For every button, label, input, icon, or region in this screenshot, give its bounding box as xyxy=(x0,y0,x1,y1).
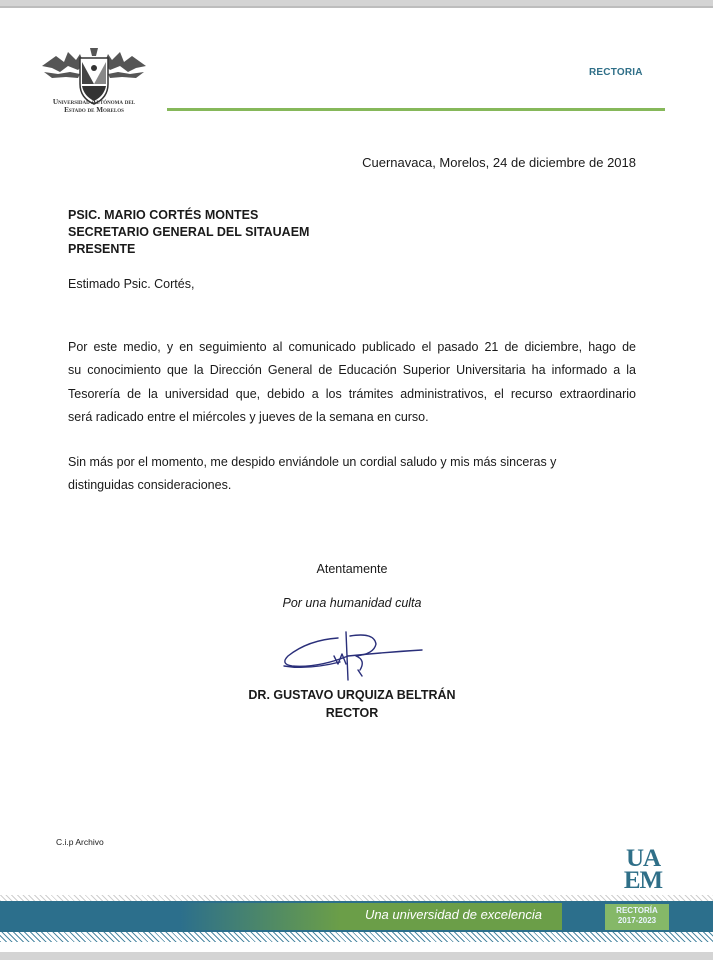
institution-name xyxy=(30,98,158,114)
footer-badge-line1: RECTORÍA xyxy=(616,906,658,915)
institution-name-line2: Estado de Morelos xyxy=(64,106,124,114)
motto: Por una humanidad culta xyxy=(282,596,422,610)
office-label: RECTORIA xyxy=(589,67,643,78)
closing: Atentamente xyxy=(316,562,388,576)
recipient-block xyxy=(68,207,309,258)
recipient-presente: PRESENTE xyxy=(68,242,136,256)
paragraph-line: Sin más por el momento, me despido enviándole un cordial saludo y mis más sinceras y xyxy=(68,455,557,469)
institution-name-line1: Universidad Autónoma del xyxy=(52,98,136,106)
uaem-logo-line2: EM xyxy=(623,867,663,894)
salutation: Estimado Psic. Cortés, xyxy=(68,277,195,291)
uaem-logo xyxy=(619,845,667,894)
body-paragraph-2 xyxy=(68,451,636,498)
paragraph-line: será radicado entre el miércoles y jueves de la semana en curso. xyxy=(68,409,429,424)
uaem-logo-line1: UA xyxy=(625,845,661,872)
body-paragraph-1 xyxy=(68,336,636,429)
cc-note: C.i.p Archivo xyxy=(56,837,104,847)
footer-hatch-bottom xyxy=(0,932,713,942)
recipient-name: PSIC. MARIO CORTÉS MONTES xyxy=(68,208,259,222)
footer-badge-label xyxy=(605,906,669,926)
letter-date: Cuernavaca, Morelos, 24 de diciembre de 2018 xyxy=(362,155,636,170)
paragraph-line: Por este medio, y en seguimiento al comunicado publicado el pasado 21 de diciembre, hago de xyxy=(68,340,636,354)
footer-badge-line2: 2017-2023 xyxy=(617,916,657,925)
recipient-position: SECRETARIO GENERAL DEL SITAUAEM xyxy=(68,225,310,239)
paragraph-line: Tesorería de la universidad que, debido a los trámites administrativos, el recurso extraordinario xyxy=(68,386,636,401)
paragraph-line: su conocimiento que la Dirección General de Educación Superior Universitaria ha informado a la xyxy=(68,363,636,378)
page-top-border-line xyxy=(0,6,713,8)
footer-band-left xyxy=(0,903,180,930)
header-divider xyxy=(167,108,665,111)
signer-name: DR. GUSTAVO URQUIZA BELTRÁN xyxy=(248,688,456,702)
page-bottom-border xyxy=(0,952,713,960)
paragraph-line: distinguidas consideraciones. xyxy=(68,478,232,493)
footer-tagline: Una universidad de excelencia xyxy=(364,907,542,922)
handwritten-signature xyxy=(278,626,428,684)
signer-title: RECTOR xyxy=(325,706,379,720)
